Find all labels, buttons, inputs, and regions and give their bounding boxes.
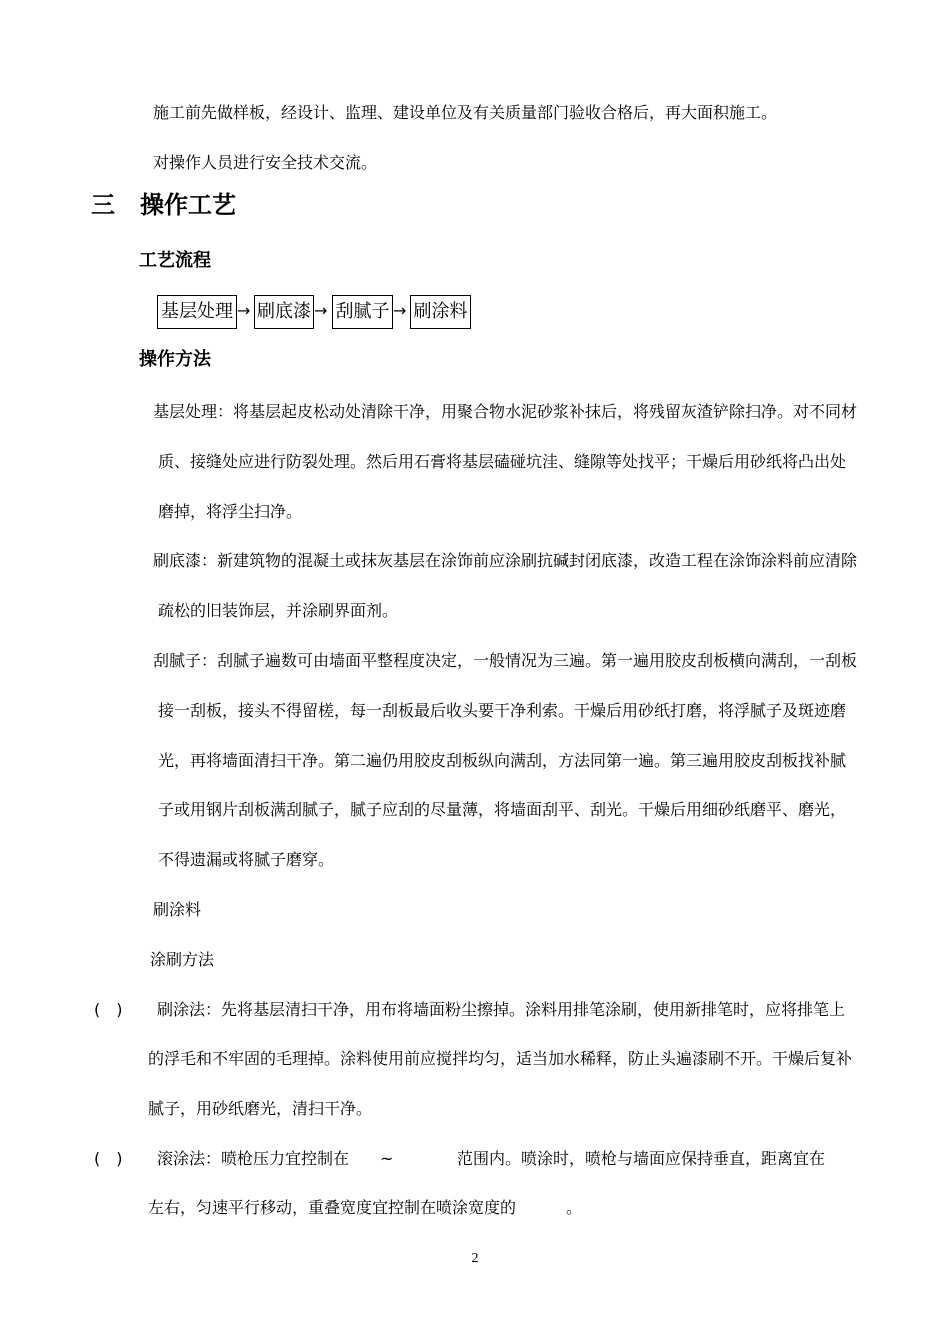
brush-method-marker: ( ) xyxy=(94,1000,123,1019)
base-treatment-line: 基层处理：将基层起皮松动处清除干净，用聚合物水泥砂浆补抹后，将残留灰渣铲除扫净。对不同材 xyxy=(153,402,858,421)
section-title: 操作工艺 xyxy=(140,191,236,219)
brush-method-line: 腻子，用砂纸磨光，清扫干净。 xyxy=(148,1099,373,1118)
flow-step-primer: 刷底漆 xyxy=(254,295,314,329)
flow-arrow-icon: → xyxy=(314,301,328,320)
method-heading: 操作方法 xyxy=(139,349,211,370)
coating-method-label: 涂刷方法 xyxy=(150,950,215,969)
putty-line: 刮腻子：刮腻子遍数可由墙面平整程度决定，一般情况为三遍。第一遍用胶皮刮板横向满刮，一刮板 xyxy=(153,651,858,670)
process-flow-heading: 工艺流程 xyxy=(139,250,211,271)
primer-line: 刷底漆：新建筑物的混凝土或抹灰基层在涂饰前应涂刷抗碱封闭底漆，改造工程在涂饰涂料前应清除 xyxy=(153,551,858,570)
page-number: 2 xyxy=(471,1251,479,1266)
putty-line: 子或用钢片刮板满刮腻子，腻子应刮的尽量薄，将墙面刮平、刮光。干燥后用细砂纸磨平、磨光， xyxy=(158,800,847,819)
intro-line-2: 对操作人员进行安全技术交流。 xyxy=(153,153,378,172)
roll-method-part1: 滚涂法：喷枪压力宜控制在 xyxy=(157,1149,350,1168)
roll-method-line2-end: 。 xyxy=(566,1198,583,1217)
base-treatment-line: 磨掉，将浮尘扫净。 xyxy=(158,502,303,521)
putty-line: 接一刮板，接头不得留槎，每一刮板最后收头要干净利索。干燥后用砂纸打磨，将浮腻子及斑迹磨 xyxy=(158,701,847,720)
roll-method-line2: 左右，匀速平行移动，重叠宽度宜控制在喷涂宽度的 xyxy=(148,1198,517,1217)
base-treatment-line: 质、接缝处应进行防裂处理。然后用石膏将基层磕碰坑洼、缝隙等处找平；干燥后用砂纸将凸出处 xyxy=(158,452,847,471)
roll-method-marker: ( ) xyxy=(94,1149,123,1168)
flow-step-base-treatment: 基层处理 xyxy=(157,295,237,329)
roll-method-tilde: ~ xyxy=(380,1149,394,1168)
intro-line-1: 施工前先做样板，经设计、监理、建设单位及有关质量部门验收合格后，再大面积施工。 xyxy=(153,103,778,122)
flow-step-paint: 刷涂料 xyxy=(410,295,471,329)
putty-line: 不得遗漏或将腻子磨穿。 xyxy=(158,850,335,869)
flow-step-putty: 刮腻子 xyxy=(332,295,393,329)
brush-method-line: 的浮毛和不牢固的毛理掉。涂料使用前应搅拌均匀，适当加水稀释，防止头遍漆刷不开。干燥后复补 xyxy=(148,1049,853,1068)
section-number: 三 xyxy=(91,191,115,219)
flow-arrow-icon: → xyxy=(237,301,251,320)
paint-label: 刷涂料 xyxy=(153,900,202,919)
roll-method-part2: 范围内。喷涂时，喷枪与墙面应保持垂直，距离宜在 xyxy=(457,1149,826,1168)
putty-line: 光，再将墙面清扫干净。第二遍仍用胶皮刮板纵向满刮，方法同第一遍。第三遍用胶皮刮板找补腻 xyxy=(158,751,847,770)
brush-method-line: 刷涂法：先将基层清扫干净，用布将墙面粉尘擦掉。涂料用排笔涂刷，使用新排笔时，应将排笔上 xyxy=(157,1000,846,1019)
flow-arrow-icon: → xyxy=(393,301,407,320)
primer-line: 疏松的旧装饰层，并涂刷界面剂。 xyxy=(158,601,399,620)
